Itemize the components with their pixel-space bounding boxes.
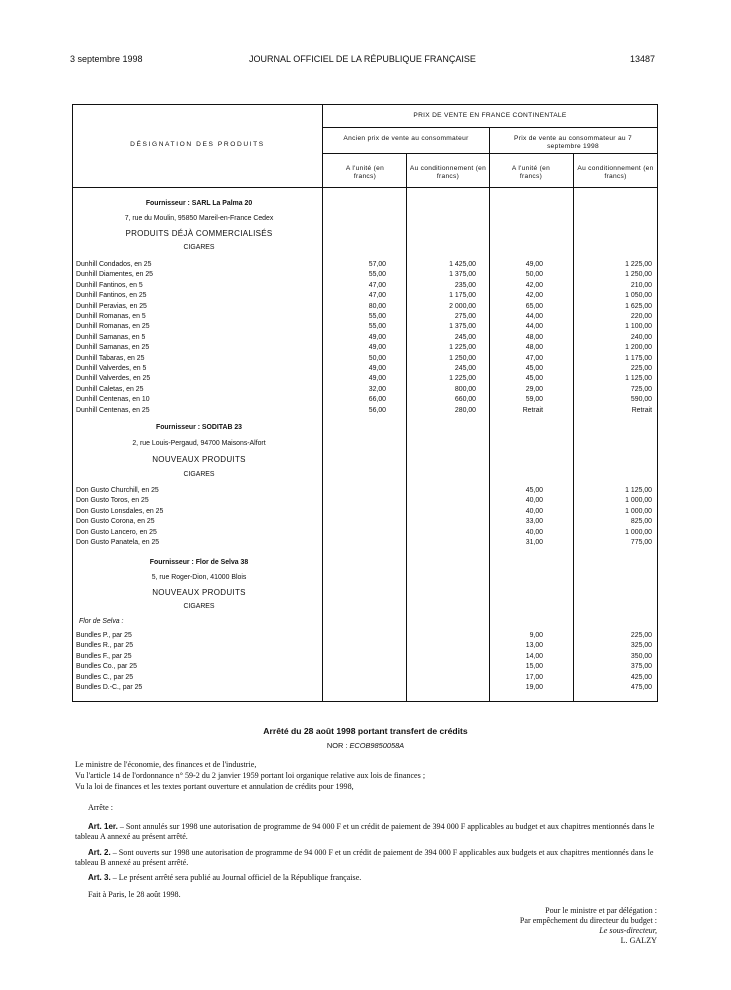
new-pack-price: 1 625,00 <box>625 302 652 310</box>
new-pack-price: 1 100,00 <box>625 323 652 331</box>
new-unit-price: 45,00 <box>525 365 543 372</box>
arrete-title: Arrêté du 28 août 1998 portant transfert de crédits <box>263 726 468 736</box>
new-unit-price: 44,00 <box>525 323 543 331</box>
old-pack-price: 1 250,00 <box>449 354 476 362</box>
old-pack-price: 280,00 <box>454 406 476 414</box>
article-3-label: Art. 3. <box>88 873 111 882</box>
article-2-label: Art. 2. <box>88 848 111 857</box>
new-pack-price: 375,00 <box>630 663 652 671</box>
new-unit-price: 19,00 <box>525 684 543 691</box>
product-name: Bundles Co., par 25 <box>76 663 137 671</box>
product-name: Dunhill Caletas, en 25 <box>76 385 144 393</box>
product-status: NOUVEAUX PRODUITS <box>152 588 246 597</box>
new-unit-price: 14,00 <box>525 652 543 660</box>
table-row <box>76 333 654 343</box>
new-pack-price: 1 000,00 <box>625 497 652 505</box>
product-name: Dunhill Diamentes, en 25 <box>76 271 153 279</box>
old-unit-price: 47,00 <box>368 292 386 300</box>
supplier-heading: Fournisseur : Flor de Selva 38 <box>149 559 249 566</box>
table-row <box>76 281 654 291</box>
table-row <box>76 312 654 322</box>
table-row <box>76 662 654 672</box>
supplier-address: 2, rue Louis-Pergaud, 94700 Maisons-Alfort <box>132 440 266 447</box>
old-pack-price: 1 225,00 <box>449 375 476 383</box>
new-pack-price: 1 050,00 <box>625 292 652 300</box>
new-pack-price: 225,00 <box>630 365 652 372</box>
page-number: 13487 <box>629 54 655 64</box>
old-pack-price: 245,00 <box>454 365 476 372</box>
new-unit-price: 42,00 <box>525 281 543 289</box>
new-unit-price: 40,00 <box>525 497 543 505</box>
new-pack-price: 1 000,00 <box>625 507 652 515</box>
old-pack-price: 245,00 <box>454 333 476 341</box>
table-row <box>76 364 654 374</box>
table-row <box>76 496 654 506</box>
product-name: Bundles D.-C., par 25 <box>76 684 143 691</box>
table-row <box>76 631 654 641</box>
price-table <box>72 104 658 702</box>
new-pack-price: 425,00 <box>630 673 652 681</box>
old-unit-price: 55,00 <box>368 271 386 279</box>
new-unit-price: 13,00 <box>525 642 543 650</box>
product-name: Don Gusto Toros, en 25 <box>76 497 149 505</box>
new-pack-price: 1 000,00 <box>625 528 652 536</box>
signature-line-3: Le sous-directeur, <box>599 926 657 935</box>
new-unit-price: 44,00 <box>525 313 543 320</box>
new-unit-price: 50,00 <box>525 271 543 279</box>
product-name: Bundles P., par 25 <box>76 632 132 639</box>
old-unit-price: 55,00 <box>368 313 386 320</box>
new-pack-price: 1 200,00 <box>625 344 652 352</box>
table-row <box>76 652 654 662</box>
new-pack-price: 325,00 <box>630 642 652 650</box>
table-row <box>76 395 654 405</box>
nor-label: NOR : <box>326 741 348 750</box>
new-unit-price: 59,00 <box>525 396 543 404</box>
article-1-label: Art. 1er. <box>88 822 118 831</box>
old-pack-price: 800,00 <box>454 385 476 393</box>
table-row <box>76 406 654 416</box>
new-pack-price: 1 250,00 <box>625 271 652 279</box>
new-unit-price: 65,00 <box>525 302 543 310</box>
old-unit-price: 47,00 <box>368 281 386 289</box>
article-3 <box>75 873 655 883</box>
table-row <box>76 374 654 384</box>
new-pack-price: 1 125,00 <box>625 375 652 383</box>
product-name: Dunhill Samanas, en 5 <box>76 333 146 341</box>
intro-minister: Le ministre de l'économie, des finances et de l'industrie, <box>75 760 257 769</box>
col-unite-ancien: A l'unité (en francs) <box>345 165 385 180</box>
new-unit-price: 45,00 <box>525 375 543 383</box>
old-unit-price: 49,00 <box>368 333 386 341</box>
page-header <box>70 54 655 68</box>
new-pack-price: 1 125,00 <box>625 487 652 494</box>
intro-visa-2: Vu la loi de finances et les textes portant ouverture et annulation de crédits pour 1998, <box>75 782 354 791</box>
old-unit-price: 32,00 <box>368 385 386 393</box>
supplier-address: 7, rue du Moulin, 95850 Mareil-en-France Cedex <box>124 215 274 222</box>
article-1-text: – Sont annulés sur 1998 une autorisation de programme de 94 000 F et un crédit de paiement de 394 000 F applicables au budget et aux chapitres mentionnés dans le tableau A annexé au présent arrêté. <box>75 822 655 842</box>
new-pack-price: 225,00 <box>630 632 652 639</box>
header-title: JOURNAL OFFICIEL DE LA RÉPUBLIQUE FRANÇAISE <box>249 54 476 64</box>
old-pack-price: 1 375,00 <box>449 271 476 279</box>
column-divider <box>573 153 574 701</box>
product-name: Dunhill Peravias, en 25 <box>76 302 147 310</box>
table-row <box>76 641 654 651</box>
new-pack-price: 350,00 <box>630 652 652 660</box>
new-pack-price: 1 175,00 <box>625 354 652 362</box>
old-pack-price: 660,00 <box>454 396 476 404</box>
table-row <box>76 260 654 270</box>
new-unit-price: 29,00 <box>525 385 543 393</box>
product-name: Bundles R., par 25 <box>76 642 134 650</box>
table-row <box>76 538 654 548</box>
arrete-heading: Arrête : <box>88 803 113 812</box>
article-2 <box>75 848 655 868</box>
product-name: Don Gusto Corona, en 25 <box>76 518 155 526</box>
col-nouveau: Prix de vente au consommateur au 7 septembre 1998 <box>514 135 632 150</box>
new-unit-price: 45,00 <box>525 487 543 494</box>
col-cond-ancien: Au conditionnement (en francs) <box>409 165 487 180</box>
new-pack-price: 825,00 <box>630 518 652 526</box>
product-name: Dunhill Centenas, en 10 <box>76 396 150 404</box>
old-pack-price: 275,00 <box>454 313 476 320</box>
signature-line-2: Par empêchement du directeur du budget : <box>519 916 657 925</box>
table-row <box>76 673 654 683</box>
table-row <box>76 291 654 301</box>
col-unite-nouveau: A l'unité (en francs) <box>511 165 551 180</box>
old-unit-price: 50,00 <box>368 354 386 362</box>
old-pack-price: 2 000,00 <box>449 302 476 310</box>
table-row <box>76 507 654 517</box>
supplier-address: 5, rue Roger-Dion, 41000 Blois <box>151 574 247 581</box>
table-row <box>76 517 654 527</box>
product-category: CIGARES <box>183 603 215 610</box>
product-name: Bundles F., par 25 <box>76 652 132 660</box>
column-divider <box>406 153 407 701</box>
header-rule <box>73 187 657 188</box>
new-unit-price: 31,00 <box>525 539 543 546</box>
table-row <box>76 486 654 496</box>
old-unit-price: 49,00 <box>368 365 386 372</box>
product-name: Dunhill Tabaras, en 25 <box>76 354 145 362</box>
product-name: Dunhill Valverdes, en 5 <box>76 365 147 372</box>
nor-value: ECOB9850058A <box>349 741 405 750</box>
old-pack-price: 1 375,00 <box>449 323 476 331</box>
intro-visa-1: Vu l'article 14 de l'ordonnance n° 59-2 du 2 janvier 1959 portant loi organique relative aux lois de finances ; <box>75 771 426 780</box>
old-unit-price: 49,00 <box>368 375 386 383</box>
signature-line-1: Pour le ministre et par délégation : <box>545 906 657 915</box>
col-cond-nouveau: Au conditionnement (en francs) <box>577 165 654 180</box>
col-ancien: Ancien prix de vente au consommateur <box>343 135 469 142</box>
product-status: NOUVEAUX PRODUITS <box>152 455 246 464</box>
nor-reference <box>0 741 731 750</box>
product-name: Don Gusto Panatela, en 25 <box>76 539 160 546</box>
header-rule <box>323 153 657 154</box>
table-row <box>76 322 654 332</box>
table-row <box>76 354 654 364</box>
new-unit-price: 9,00 <box>529 632 543 639</box>
product-name: Dunhill Fantinos, en 5 <box>76 281 143 289</box>
product-name: Dunhill Fantinos, en 25 <box>76 292 147 300</box>
new-unit-price: 42,00 <box>525 292 543 300</box>
table-row <box>76 343 654 353</box>
product-name: Don Gusto Lonsdales, en 25 <box>76 507 164 515</box>
new-unit-price: 48,00 <box>525 333 543 341</box>
product-name: Don Gusto Lancero, en 25 <box>76 528 157 536</box>
old-pack-price: 1 425,00 <box>449 261 476 268</box>
new-pack-price: 210,00 <box>630 281 652 289</box>
old-unit-price: 57,00 <box>368 261 386 268</box>
header-rule <box>323 127 657 128</box>
product-category: CIGARES <box>183 244 215 251</box>
old-unit-price: 55,00 <box>368 323 386 331</box>
done-at: Fait à Paris, le 28 août 1998. <box>88 890 181 899</box>
new-unit-price: 40,00 <box>525 507 543 515</box>
table-row <box>76 302 654 312</box>
article-2-text: – Sont ouverts sur 1998 une autorisation de programme de 94 000 F et un crédit de paiement de 394 000 F applicables aux budgets et aux chapitres mentionnés dans le tableau B annexé au présent arrêté. <box>75 848 654 868</box>
article-1 <box>75 822 655 842</box>
old-unit-price: 56,00 <box>368 406 386 414</box>
product-status: PRODUITS DÉJÀ COMMERCIALISÉS <box>125 229 273 238</box>
product-name: Don Gusto Churchill, en 25 <box>76 487 159 494</box>
table-row <box>76 528 654 538</box>
new-unit-price: 49,00 <box>525 261 543 268</box>
old-pack-price: 1 225,00 <box>449 344 476 352</box>
old-pack-price: 235,00 <box>454 281 476 289</box>
old-unit-price: 80,00 <box>368 302 386 310</box>
product-name: Dunhill Valverdes, en 25 <box>76 375 151 383</box>
new-unit-price: 15,00 <box>525 663 543 671</box>
old-unit-price: 66,00 <box>368 396 386 404</box>
product-name: Dunhill Condados, en 25 <box>76 261 152 268</box>
new-unit-price: 40,00 <box>525 528 543 536</box>
article-3-text: – Le présent arrêté sera publié au Journal officiel de la République française. <box>110 873 362 882</box>
new-pack-price: 475,00 <box>630 684 652 691</box>
table-row <box>76 683 654 693</box>
brand-label: Flor de Selva : <box>79 618 124 625</box>
product-category: CIGARES <box>183 471 215 478</box>
new-unit-price: 48,00 <box>525 344 543 352</box>
old-unit-price: 49,00 <box>368 344 386 352</box>
table-row <box>76 270 654 280</box>
signatory-name: L. GALZY <box>620 936 657 945</box>
new-pack-price: 220,00 <box>630 313 652 320</box>
new-pack-price: 1 225,00 <box>625 261 652 268</box>
col-designation: DÉSIGNATION DES PRODUITS <box>130 141 265 148</box>
col-prix: PRIX DE VENTE EN FRANCE CONTINENTALE <box>413 112 567 119</box>
product-name: Dunhill Centenas, en 25 <box>76 406 150 414</box>
new-pack-price: 240,00 <box>630 333 652 341</box>
supplier-heading: Fournisseur : SODITAB 23 <box>155 424 243 431</box>
new-unit-price: 33,00 <box>525 518 543 526</box>
old-pack-price: 1 175,00 <box>449 292 476 300</box>
new-unit-price: 47,00 <box>525 354 543 362</box>
supplier-heading: Fournisseur : SARL La Palma 20 <box>145 200 253 207</box>
header-date: 3 septembre 1998 <box>70 54 143 64</box>
new-unit-price: 17,00 <box>525 673 543 681</box>
product-name: Dunhill Romanas, en 5 <box>76 313 146 320</box>
new-pack-price: 590,00 <box>630 396 652 404</box>
product-name: Dunhill Samanas, en 25 <box>76 344 150 352</box>
new-unit-price: Retrait <box>522 406 543 414</box>
new-pack-price: 725,00 <box>630 385 652 393</box>
new-pack-price: Retrait <box>631 406 652 414</box>
table-row <box>76 385 654 395</box>
product-name: Dunhill Romanas, en 25 <box>76 323 150 331</box>
product-name: Bundles C., par 25 <box>76 673 134 681</box>
new-pack-price: 775,00 <box>630 539 652 546</box>
